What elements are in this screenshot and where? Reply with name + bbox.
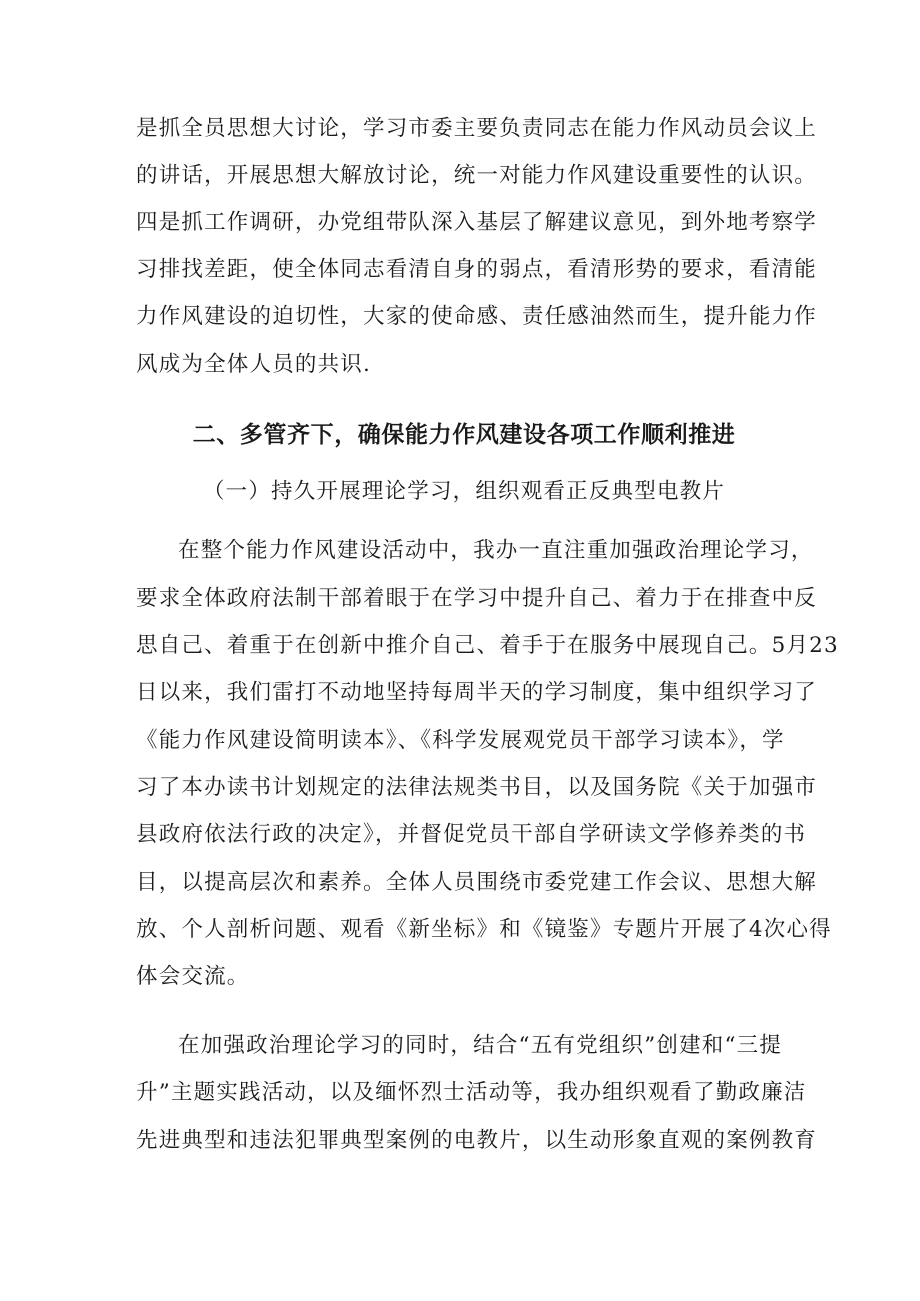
text-line: 目，以提高层次和素养。全体人员围绕市委党建工作会议、思想大解 — [136, 870, 818, 895]
text-line: 在整个能力作风建设活动中，我办一直注重加强政治理论学习， — [178, 538, 814, 563]
text-line: 是抓全员思想大讨论，学习市委主要负责同志在能力作风动员会议上 — [136, 116, 818, 141]
text-line: 力作风建设的迫切性，大家的使命感、责任感油然而生，提升能力作 — [136, 304, 818, 329]
text-line: 在加强政治理论学习的同时，结合“五有党组织”创建和“三提 — [178, 1033, 783, 1058]
text-line: 风成为全体人员的共识. — [136, 352, 372, 377]
text-line: 习了本办读书计划规定的法律法规类书目，以及国务院《关于加强市 — [136, 775, 818, 800]
text-line: 先进典型和违法犯罪典型案例的电教片，以生动形象直观的案例教育 — [136, 1128, 818, 1153]
text-line: 体会交流。 — [136, 964, 250, 989]
text-line: 县政府依法行政的决定》，并督促党员干部自学研读文学修养类的书 — [136, 822, 807, 847]
section-heading: 二、多管齐下，确保能力作风建设各项工作顺利推进 — [192, 422, 736, 448]
text-line: 《能力作风建设简明读本》、《科学发展观党员干部学习读本》，学 — [136, 728, 785, 753]
subsection-heading: （一）持久开展理论学习，组织观看正反典型电教片 — [202, 479, 726, 504]
text-line: 习排找差距，使全体同志看清自身的弱点，看清形势的要求，看清能 — [136, 257, 818, 282]
text-line: 升”主题实践活动，以及缅怀烈士活动等，我办组织观看了勤政廉洁 — [136, 1080, 807, 1105]
text-line: 四是抓工作调研，办党组带队深入基层了解建议意见，到外地考察学 — [136, 210, 818, 235]
text-line: 放、个人剖析问题、观看《新坐标》和《镜鉴》专题片开展了4次心得 — [136, 917, 832, 942]
text-line: 的讲话，开展思想大解放讨论，统一对能力作风建设重要性的认识。 — [136, 163, 818, 188]
text-line: 日以来，我们雷打不动地坚持每周半天的学习制度，集中组织学习了 — [136, 680, 818, 705]
text-line: 思自己、着重于在创新中推介自己、着手于在服务中展现自己。5月23 — [136, 633, 839, 658]
text-line: 要求全体政府法制干部着眼于在学习中提升自己、着力于在排查中反 — [136, 586, 818, 611]
